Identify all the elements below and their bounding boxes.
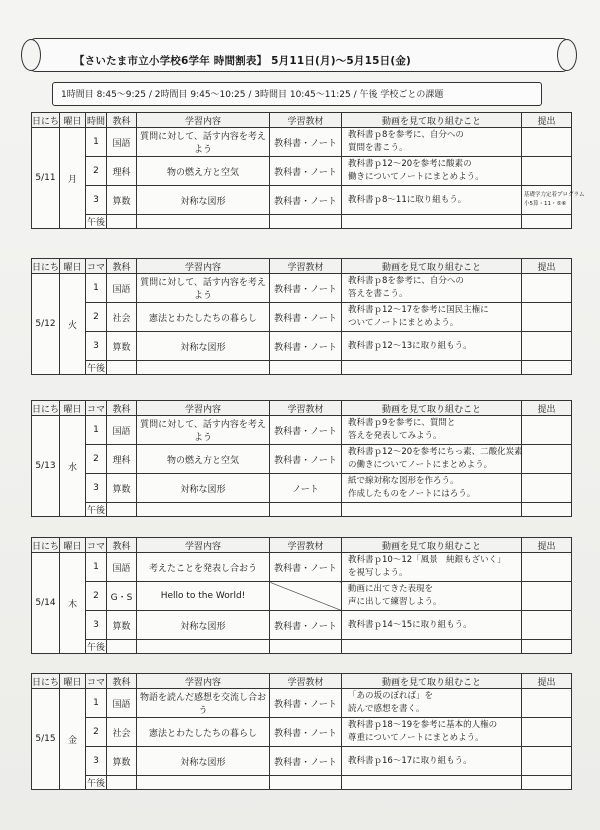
afternoon-submit	[522, 640, 572, 654]
header-subject: 教科	[107, 113, 137, 128]
day-table	[31, 258, 572, 375]
materials-cell: ノート	[270, 474, 342, 503]
afternoon-row	[32, 361, 572, 375]
materials-cell	[270, 582, 342, 611]
afternoon-label: 午後	[86, 215, 107, 229]
video-task-line: 読んで感想を書く。	[348, 704, 425, 714]
materials-cell: 教科書・ノート	[270, 747, 342, 776]
afternoon-materials	[270, 215, 342, 229]
submit-cell	[522, 718, 572, 747]
video-task-line: 教科書ｐ14～15に取り組もう。	[348, 619, 472, 630]
header-period: コマ	[86, 401, 107, 416]
header-materials: 学習教材	[270, 259, 342, 274]
date-cell: 5/12	[32, 274, 60, 375]
submit-cell	[522, 128, 572, 157]
subject-cell: 算数	[107, 474, 137, 503]
video-task	[345, 128, 521, 156]
day-table	[31, 112, 585, 229]
video-task-line: 声に出して練習しよう。	[348, 597, 442, 607]
content-cell: 質問に対して、話す内容を考えよう	[137, 274, 270, 303]
afternoon-content	[137, 361, 270, 375]
video-cell	[342, 718, 522, 747]
header-submit: 提出	[522, 674, 572, 689]
video-task	[345, 157, 521, 185]
afternoon-submit	[522, 361, 572, 375]
video-cell	[342, 128, 522, 157]
subject-cell: 理科	[107, 445, 137, 474]
submit-cell	[522, 416, 572, 445]
afternoon-content	[137, 640, 270, 654]
afternoon-row	[32, 215, 572, 229]
lesson-row	[32, 416, 572, 445]
video-task-line: を視写しよう。	[348, 568, 408, 578]
afternoon-content	[137, 776, 270, 790]
afternoon-label: 午後	[86, 503, 107, 517]
video-cell	[342, 747, 522, 776]
header-date: 日にち	[32, 401, 60, 416]
video-task-line: 紙で線対称な図形を作ろう。	[348, 476, 459, 486]
header-materials: 学習教材	[270, 538, 342, 553]
materials-cell: 教科書・ノート	[270, 718, 342, 747]
video-task-line: 作成したものをノートにはろう。	[348, 489, 476, 499]
afternoon-submit	[522, 215, 572, 229]
content-cell: 物の燃え方と空気	[137, 157, 270, 186]
afternoon-materials	[270, 640, 342, 654]
video-task	[345, 582, 521, 610]
materials-cell: 教科書・ノート	[270, 611, 342, 640]
video-task-line: の働きについてノートにまとめよう。	[348, 460, 493, 470]
lesson-row	[32, 274, 572, 303]
submit-cell	[522, 747, 572, 776]
subject-cell: 算数	[107, 611, 137, 640]
header-period: コマ	[86, 538, 107, 553]
period-number: 1	[86, 689, 107, 718]
day-table	[31, 673, 572, 790]
subject-cell: 社会	[107, 718, 137, 747]
video-cell	[342, 582, 522, 611]
content-cell: 対称な図形	[137, 474, 270, 503]
lesson-row	[32, 332, 572, 361]
video-task-line: 教科書ｐ12～20を参考にちっ素、二酸化炭素	[348, 447, 523, 457]
video-task-line: ついてノートにまとめよう。	[348, 318, 459, 328]
afternoon-subject	[107, 503, 137, 517]
content-cell: 質問に対して、話す内容を考えよう	[137, 416, 270, 445]
lesson-row	[32, 718, 572, 747]
day-table	[31, 537, 572, 654]
date-cell: 5/14	[32, 553, 60, 654]
content-cell: 対称な図形	[137, 186, 270, 215]
weekday-cell: 木	[60, 553, 86, 654]
lesson-row	[32, 582, 572, 611]
afternoon-content	[137, 503, 270, 517]
video-cell	[342, 303, 522, 332]
afternoon-materials	[270, 503, 342, 517]
afternoon-label: 午後	[86, 776, 107, 790]
materials-cell: 教科書・ノート	[270, 157, 342, 186]
header-materials: 学習教材	[270, 113, 342, 128]
date-cell: 5/11	[32, 128, 60, 229]
header-submit: 提出	[522, 401, 572, 416]
header-submit: 提出	[522, 259, 572, 274]
video-task-line: 教科書ｐ10～12「風景 純銀もざいく」	[348, 555, 506, 565]
weekday-cell: 月	[60, 128, 86, 229]
video-task-line: 尊重についてノートにまとめよう。	[348, 733, 484, 743]
afternoon-video	[342, 503, 522, 517]
header-content: 学習内容	[137, 538, 270, 553]
submit-cell	[522, 332, 572, 361]
page-title: 【さいたま市立小学校6学年 時間割表】 5月11日(月)～5月15日(金)	[74, 55, 412, 67]
period-number: 3	[86, 186, 107, 215]
afternoon-row	[32, 776, 572, 790]
header-weekday: 曜日	[60, 538, 86, 553]
materials-cell: 教科書・ノート	[270, 303, 342, 332]
lesson-row	[32, 186, 572, 215]
video-cell	[342, 474, 522, 503]
afternoon-label: 午後	[86, 361, 107, 375]
lesson-row	[32, 689, 572, 718]
weekday-cell: 水	[60, 416, 86, 517]
materials-cell: 教科書・ノート	[270, 445, 342, 474]
afternoon-subject	[107, 776, 137, 790]
day-table	[31, 400, 572, 517]
submit-cell	[522, 303, 572, 332]
afternoon-video	[342, 361, 522, 375]
lesson-row	[32, 747, 572, 776]
header-video: 動画を見て取り組むこと	[342, 113, 522, 128]
afternoon-submit	[522, 503, 572, 517]
header-date: 日にち	[32, 113, 60, 128]
submit-cell	[522, 157, 572, 186]
materials-cell: 教科書・ノート	[270, 553, 342, 582]
header-content: 学習内容	[137, 259, 270, 274]
video-cell	[342, 332, 522, 361]
weekday-cell: 金	[60, 689, 86, 790]
subject-cell: 国語	[107, 274, 137, 303]
header-content: 学習内容	[137, 401, 270, 416]
video-task	[345, 445, 521, 473]
submit-note-line: 基礎学力定着プログラム	[524, 192, 585, 198]
period-number: 1	[86, 128, 107, 157]
afternoon-label: 午後	[86, 640, 107, 654]
video-task	[345, 416, 521, 444]
content-cell: 対称な図形	[137, 611, 270, 640]
materials-cell: 教科書・ノート	[270, 186, 342, 215]
video-task	[345, 274, 521, 302]
materials-cell: 教科書・ノート	[270, 274, 342, 303]
header-submit: 提出	[522, 538, 572, 553]
header-date: 日にち	[32, 674, 60, 689]
period-number: 2	[86, 445, 107, 474]
content-cell: 質問に対して、話す内容を考えよう	[137, 128, 270, 157]
video-task	[345, 747, 521, 775]
video-task	[345, 689, 521, 717]
content-cell: 憲法とわたしたちの暮らし	[137, 718, 270, 747]
lesson-row	[32, 445, 572, 474]
lesson-row	[32, 474, 572, 503]
submit-cell	[522, 689, 572, 718]
video-task-line: 答えを書こう。	[348, 289, 408, 299]
afternoon-video	[342, 776, 522, 790]
video-cell	[342, 157, 522, 186]
header-weekday: 曜日	[60, 674, 86, 689]
video-cell	[342, 553, 522, 582]
period-number: 1	[86, 416, 107, 445]
weekday-cell: 火	[60, 274, 86, 375]
afternoon-subject	[107, 215, 137, 229]
submit-cell	[522, 274, 572, 303]
afternoon-row	[32, 503, 572, 517]
subject-cell: 国語	[107, 553, 137, 582]
video-task-line: 教科書ｐ8を参考に、自分への	[348, 130, 464, 140]
afternoon-subject	[107, 361, 137, 375]
lesson-row	[32, 157, 572, 186]
video-task-line: 動画に出てきた表現を	[348, 584, 434, 594]
video-cell	[342, 274, 522, 303]
submit-cell	[522, 611, 572, 640]
video-task	[345, 553, 521, 581]
submit-cell	[522, 553, 572, 582]
period-number: 2	[86, 157, 107, 186]
afternoon-content	[137, 215, 270, 229]
submit-note-line: 小5算・11・⑤⑥	[524, 201, 567, 207]
video-task-line: 働きについてノートにまとめよう。	[348, 172, 484, 182]
content-cell: 憲法とわたしたちの暮らし	[137, 303, 270, 332]
subject-cell: 理科	[107, 157, 137, 186]
video-task	[345, 186, 521, 214]
lesson-row	[32, 611, 572, 640]
period-number: 3	[86, 747, 107, 776]
afternoon-video	[342, 215, 522, 229]
period-number: 3	[86, 332, 107, 361]
video-task-line: 質問を書こう。	[348, 143, 408, 153]
video-cell	[342, 186, 522, 215]
video-task-line: 教科書ｐ12～17を参考に国民主権に	[348, 305, 489, 315]
subject-cell: 社会	[107, 303, 137, 332]
period-number: 2	[86, 303, 107, 332]
period-number: 1	[86, 553, 107, 582]
submit-note	[522, 191, 585, 209]
content-cell: 物語を読んだ感想を交流し合おう	[137, 689, 270, 718]
header-subject: 教科	[107, 401, 137, 416]
afternoon-row	[32, 640, 572, 654]
video-task	[345, 718, 521, 746]
lesson-row	[32, 128, 572, 157]
banner-curl-left	[21, 39, 41, 71]
video-cell	[342, 689, 522, 718]
header-video: 動画を見て取り組むこと	[342, 538, 522, 553]
header-content: 学習内容	[137, 113, 270, 128]
video-cell	[342, 416, 522, 445]
header-video: 動画を見て取り組むこと	[342, 259, 522, 274]
date-cell: 5/15	[32, 689, 60, 790]
period-number: 3	[86, 611, 107, 640]
submit-cell	[522, 186, 585, 215]
video-task-line: 教科書ｐ12～20を参考に酸素の	[348, 159, 472, 169]
afternoon-materials	[270, 361, 342, 375]
period-number: 2	[86, 582, 107, 611]
period-number: 1	[86, 274, 107, 303]
subject-cell: G・S	[107, 582, 137, 611]
materials-cell: 教科書・ノート	[270, 332, 342, 361]
submit-cell	[522, 474, 572, 503]
afternoon-submit	[522, 776, 572, 790]
header-period: コマ	[86, 674, 107, 689]
header-period: コマ	[86, 259, 107, 274]
subject-cell: 算数	[107, 332, 137, 361]
video-task	[345, 611, 521, 639]
submit-cell	[522, 445, 572, 474]
header-video: 動画を見て取り組むこと	[342, 401, 522, 416]
header-date: 日にち	[32, 259, 60, 274]
video-task	[345, 474, 521, 502]
content-cell: 対称な図形	[137, 747, 270, 776]
video-task	[345, 332, 521, 360]
header-video: 動画を見て取り組むこと	[342, 674, 522, 689]
header-date: 日にち	[32, 538, 60, 553]
subject-cell: 算数	[107, 747, 137, 776]
materials-cell: 教科書・ノート	[270, 128, 342, 157]
period-number: 3	[86, 474, 107, 503]
header-materials: 学習教材	[270, 401, 342, 416]
subject-cell: 国語	[107, 128, 137, 157]
header-subject: 教科	[107, 259, 137, 274]
video-task-line: 教科書ｐ8～11に取り組もう。	[348, 194, 467, 205]
video-task-line: 教科書ｐ16～17に取り組もう。	[348, 755, 472, 766]
content-cell: Hello to the World!	[137, 582, 270, 611]
content-cell: 対称な図形	[137, 332, 270, 361]
video-task-line: 教科書ｐ9を参考に、質問と	[348, 418, 456, 428]
banner-curl-right	[557, 39, 577, 71]
date-cell: 5/13	[32, 416, 60, 517]
header-subject: 教科	[107, 538, 137, 553]
subject-cell: 国語	[107, 689, 137, 718]
header-weekday: 曜日	[60, 259, 86, 274]
header-period: 時間	[86, 113, 107, 128]
header-subject: 教科	[107, 674, 137, 689]
header-weekday: 曜日	[60, 401, 86, 416]
video-task	[345, 303, 521, 331]
video-task-line: 「あの坂のぼれば」を	[348, 691, 434, 701]
afternoon-materials	[270, 776, 342, 790]
lesson-row	[32, 553, 572, 582]
header-weekday: 曜日	[60, 113, 86, 128]
period-number: 2	[86, 718, 107, 747]
video-task-line: 教科書ｐ18～19を参考に基本的人権の	[348, 720, 498, 730]
video-task-line: 答えを発表してみよう。	[348, 431, 442, 441]
subject-cell: 算数	[107, 186, 137, 215]
materials-cell: 教科書・ノート	[270, 689, 342, 718]
video-task-line: 教科書ｐ8を参考に、自分への	[348, 276, 464, 286]
submit-cell	[522, 582, 572, 611]
video-cell	[342, 445, 522, 474]
content-cell: 物の燃え方と空気	[137, 445, 270, 474]
lesson-row	[32, 303, 572, 332]
materials-cell: 教科書・ノート	[270, 416, 342, 445]
video-task-line: 教科書ｐ12～13に取り組もう。	[348, 340, 472, 351]
period-times: 1時間目 8:45～9:25 / 2時間目 9:45～10:25 / 3時間目 10:45～11:25 / 午後 学校ごとの課題	[52, 82, 542, 106]
subject-cell: 国語	[107, 416, 137, 445]
header-content: 学習内容	[137, 674, 270, 689]
content-cell: 考えたことを発表し合おう	[137, 553, 270, 582]
header-submit: 提出	[522, 113, 572, 128]
afternoon-video	[342, 640, 522, 654]
header-materials: 学習教材	[270, 674, 342, 689]
afternoon-subject	[107, 640, 137, 654]
video-cell	[342, 611, 522, 640]
